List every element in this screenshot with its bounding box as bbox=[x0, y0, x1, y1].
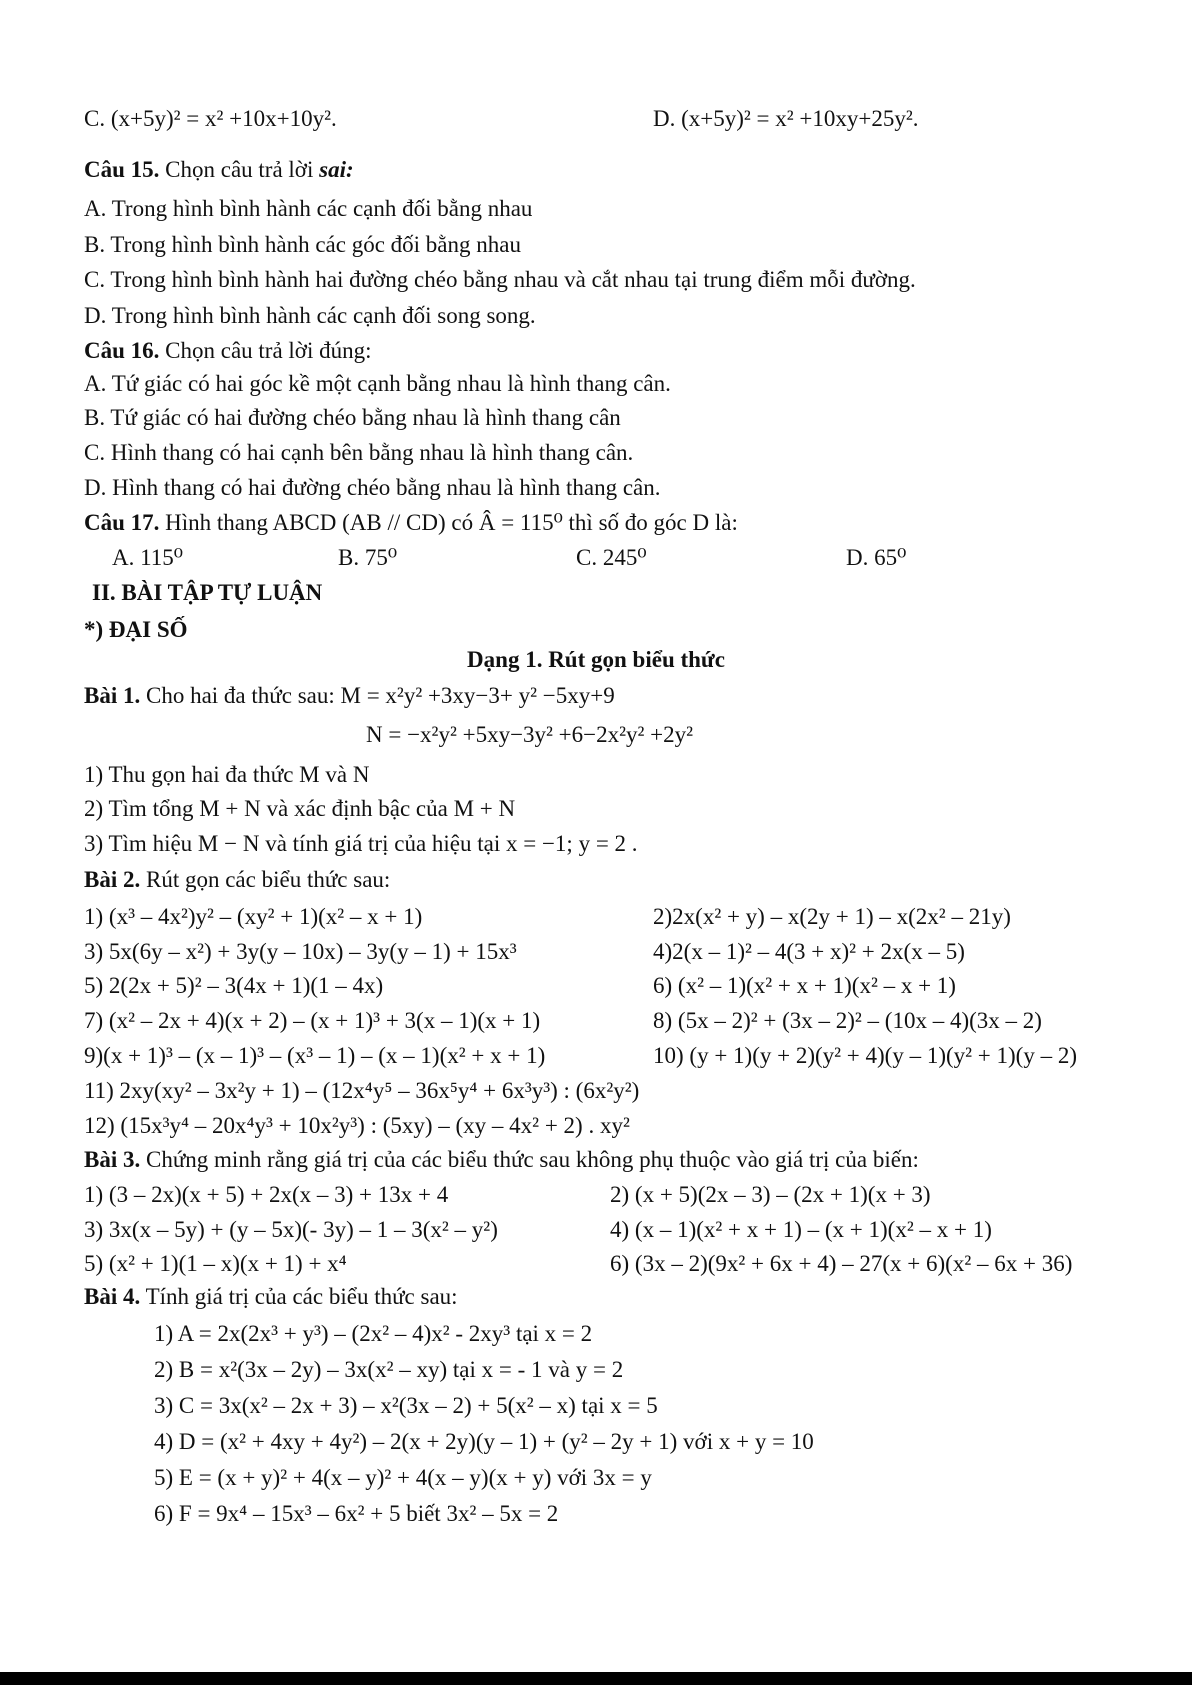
question-label: Câu 16. bbox=[84, 338, 160, 363]
exercise-2-item: 8) (5x – 2)² + (3x – 2)² – (10x – 4)(3x – 2) bbox=[653, 1008, 1042, 1033]
question-prompt: Chọn câu trả lời đúng: bbox=[159, 338, 372, 363]
q17-option-a: A. 115⁰ bbox=[112, 545, 183, 570]
q17-option-c: C. 245⁰ bbox=[576, 545, 647, 570]
exercise-label: Bài 2. bbox=[84, 867, 141, 892]
exercise-2-item: 6) (x² – 1)(x² + x + 1)(x² – x + 1) bbox=[653, 973, 956, 998]
section-heading: II. BÀI TẬP TỰ LUẬN bbox=[92, 580, 323, 605]
exercise-3-item: 5) (x² + 1)(1 – x)(x + 1) + x⁴ bbox=[84, 1251, 347, 1276]
exercise-3-item: 4) (x – 1)(x² + x + 1) – (x + 1)(x² – x + 1) bbox=[610, 1217, 992, 1242]
exercise-3-item: 2) (x + 5)(2x – 3) – (2x + 1)(x + 3) bbox=[610, 1182, 931, 1207]
exercise-1-item: 2) Tìm tổng M + N và xác định bậc của M + N bbox=[84, 796, 516, 821]
question-emphasis: sai: bbox=[319, 157, 354, 182]
exercise-prompt: Chứng minh rằng giá trị của các biểu thức sau không phụ thuộc vào giá trị của biến: bbox=[140, 1147, 919, 1172]
question-prompt: Chọn câu trả lời bbox=[159, 157, 320, 182]
exercise-2-item: 10) (y + 1)(y + 2)(y² + 4)(y – 1)(y² + 1)(y – 2) bbox=[653, 1043, 1077, 1068]
exercise-2-item: 3) 5x(6y – x²) + 3y(y – 10x) – 3y(y – 1) + 15x³ bbox=[84, 939, 517, 964]
exercise-4-item: 2) B = x²(3x – 2y) – 3x(x² – xy) tại x = - 1 và y = 2 bbox=[154, 1357, 624, 1382]
q16-option-d: D. Hình thang có hai đường chéo bằng nhau là hình thang cân. bbox=[84, 475, 661, 500]
exercise-2-item: 2)2x(x² + y) – x(2y + 1) – x(2x² – 21y) bbox=[653, 904, 1011, 929]
exercise-label: Bài 3. bbox=[84, 1147, 141, 1172]
exercise-2-item: 12) (15x³y⁴ – 20x⁴y³ + 10x²y³) : (5xy) – (xy – 4x² + 2) . xy² bbox=[84, 1113, 630, 1138]
exercise-4-item: 4) D = (x² + 4xy + 4y²) – 2(x + 2y)(y – 1) + (y² – 2y + 1) với x + y = 10 bbox=[154, 1429, 814, 1454]
question-16 bbox=[84, 339, 372, 362]
exercise-3-item: 3) 3x(x – 5y) + (y – 5x)(- 3y) – 1 – 3(x² – y²) bbox=[84, 1217, 498, 1242]
q17-option-b: B. 75⁰ bbox=[338, 545, 398, 570]
question-prompt: Hình thang ABCD (AB // CD) có Â = 115⁰ thì số đo góc D là: bbox=[159, 510, 738, 535]
exercise-prompt: Cho hai đa thức sau: M = x²y² +3xy−3+ y² −5xy+9 bbox=[140, 683, 615, 708]
q17-option-d: D. 65⁰ bbox=[846, 545, 907, 570]
exercise-2-item: 11) 2xy(xy² – 3x²y + 1) – (12x⁴y⁵ – 36x⁵y⁴ + 6x³y³) : (6x²y²) bbox=[84, 1078, 640, 1103]
exercise-label: Bài 1. bbox=[84, 683, 141, 708]
option-c-line: C. (x+5y)² = x² +10x+10y². bbox=[84, 106, 337, 131]
exercise-4-item: 1) A = 2x(2x³ + y³) – (2x² – 4)x² - 2xy³ tại x = 2 bbox=[154, 1321, 593, 1346]
exercise-prompt: Tính giá trị của các biểu thức sau: bbox=[140, 1284, 458, 1309]
exercise-3-item: 6) (3x – 2)(9x² + 6x + 4) – 27(x + 6)(x² – 6x + 36) bbox=[610, 1251, 1073, 1276]
exercise-4-item: 5) E = (x + y)² + 4(x – y)² + 4(x – y)(x + y) với 3x = y bbox=[154, 1465, 652, 1490]
q15-option-d: D. Trong hình bình hành các cạnh đối song song. bbox=[84, 303, 536, 328]
exercise-4-item: 6) F = 9x⁴ – 15x³ – 6x² + 5 biết 3x² – 5x = 2 bbox=[154, 1501, 559, 1526]
question-label: Câu 15. bbox=[84, 157, 160, 182]
option-d-line: D. (x+5y)² = x² +10xy+25y². bbox=[653, 106, 919, 131]
exercise-3-item: 1) (3 – 2x)(x + 5) + 2x(x – 3) + 13x + 4 bbox=[84, 1182, 449, 1207]
bottom-border bbox=[0, 1672, 1192, 1685]
topic-heading: Dạng 1. Rút gọn biểu thức bbox=[467, 647, 725, 672]
question-label: Câu 17. bbox=[84, 510, 160, 535]
exercise-2-item: 9)(x + 1)³ – (x – 1)³ – (x³ – 1) – (x – 1)(x² + x + 1) bbox=[84, 1043, 546, 1068]
exercise-4 bbox=[84, 1285, 458, 1308]
question-17 bbox=[84, 511, 738, 534]
exercise-2-item: 5) 2(2x + 5)² – 3(4x + 1)(1 – 4x) bbox=[84, 973, 384, 998]
exercise-prompt: Rút gọn các biểu thức sau: bbox=[140, 867, 391, 892]
exercise-3 bbox=[84, 1148, 919, 1171]
exercise-2-item: 4)2(x – 1)² – 4(3 + x)² + 2x(x – 5) bbox=[653, 939, 965, 964]
polynomial-n: N = −x²y² +5xy−3y² +6−2x²y² +2y² bbox=[366, 722, 694, 747]
exercise-2-item: 1) (x³ – 4x²)y² – (xy² + 1)(x² – x + 1) bbox=[84, 904, 423, 929]
q15-option-a: A. Trong hình bình hành các cạnh đối bằng nhau bbox=[84, 196, 533, 221]
q15-option-c: C. Trong hình bình hành hai đường chéo bằng nhau và cắt nhau tại trung điểm mỗi đường. bbox=[84, 267, 916, 292]
q16-option-b: B. Tứ giác có hai đường chéo bằng nhau là hình thang cân bbox=[84, 405, 621, 430]
exercise-4-item: 3) C = 3x(x² – 2x + 3) – x²(3x – 2) + 5(x² – x) tại x = 5 bbox=[154, 1393, 658, 1418]
exercise-1 bbox=[84, 684, 615, 707]
exercise-1-item: 3) Tìm hiệu M − N và tính giá trị của hiệu tại x = −1; y = 2 . bbox=[84, 831, 638, 856]
question-15 bbox=[84, 158, 354, 181]
q16-option-c: C. Hình thang có hai cạnh bên bằng nhau là hình thang cân. bbox=[84, 440, 634, 465]
exercise-1-item: 1) Thu gọn hai đa thức M và N bbox=[84, 762, 370, 787]
exercise-label: Bài 4. bbox=[84, 1284, 141, 1309]
exercise-2 bbox=[84, 868, 390, 891]
exercise-2-item: 7) (x² – 2x + 4)(x + 2) – (x + 1)³ + 3(x – 1)(x + 1) bbox=[84, 1008, 541, 1033]
subsection-heading: *) ĐẠI SỐ bbox=[84, 617, 188, 642]
q15-option-b: B. Trong hình bình hành các góc đối bằng nhau bbox=[84, 232, 521, 257]
q16-option-a: A. Tứ giác có hai góc kề một cạnh bằng nhau là hình thang cân. bbox=[84, 371, 671, 396]
